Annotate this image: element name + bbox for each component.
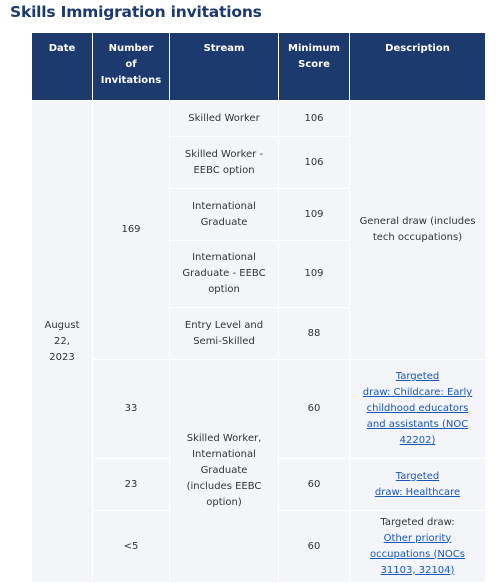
score-cell: 88 <box>279 308 350 360</box>
stream-cell: Skilled Worker - EEBC option <box>170 137 279 189</box>
score-cell: 60 <box>279 459 350 511</box>
invitations-cell: 33 <box>93 360 170 459</box>
invitations-cell: <5 <box>93 511 170 583</box>
score-cell: 109 <box>279 189 350 241</box>
description-cell: General draw (includes tech occupations) <box>350 101 486 360</box>
table-row <box>32 101 486 137</box>
description-cell <box>350 360 486 459</box>
score-cell: 60 <box>279 360 350 459</box>
invitations-cell: 23 <box>93 459 170 511</box>
header-date: Date <box>32 33 93 101</box>
other-priority-draw-link[interactable]: Other priority occupations (NOCs 31103, 32104) <box>370 532 465 576</box>
stream-cell: Entry Level and Semi-Skilled <box>170 308 279 360</box>
healthcare-draw-link[interactable]: Targeted draw: Healthcare <box>374 470 461 498</box>
header-description: Description <box>350 33 486 101</box>
stream-cell: International Graduate - EEBC option <box>170 241 279 308</box>
description-cell <box>350 459 486 511</box>
table-row <box>32 360 486 459</box>
score-cell: 109 <box>279 241 350 308</box>
invitations-cell: 169 <box>93 101 170 360</box>
childcare-draw-link[interactable]: Targeted draw: Childcare: Early childhood educators and assistants (NOC 42202) <box>362 371 473 446</box>
date-cell: August 22, 2023 <box>32 101 93 583</box>
header-row <box>32 33 486 101</box>
header-minimum-score: Minimum Score <box>279 33 350 101</box>
page-title: Skills Immigration invitations <box>10 3 262 21</box>
score-cell: 106 <box>279 137 350 189</box>
header-invitations: Number of Invitations <box>93 33 170 101</box>
description-cell: Targeted draw: Other priority occupations (NOCs 31103, 32104) <box>350 511 486 583</box>
score-cell: 106 <box>279 101 350 137</box>
score-cell: 60 <box>279 511 350 583</box>
stream-cell: International Graduate <box>170 189 279 241</box>
invitations-table <box>31 32 486 583</box>
header-stream: Stream <box>170 33 279 101</box>
stream-cell: Skilled Worker <box>170 101 279 137</box>
stream-cell: Skilled Worker, International Graduate (includes EEBC option) <box>170 360 279 583</box>
